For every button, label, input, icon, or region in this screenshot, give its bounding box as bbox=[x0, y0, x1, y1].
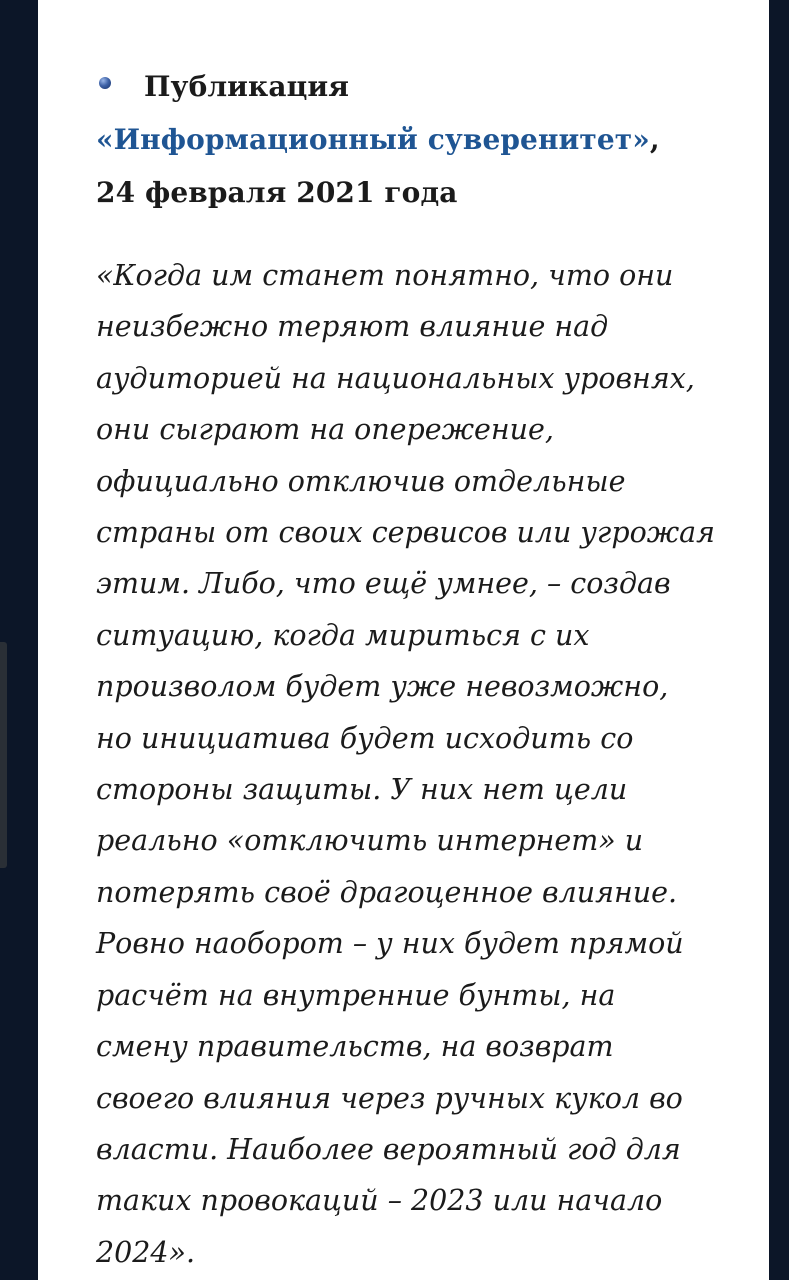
publication-label: Публикация bbox=[144, 70, 350, 103]
quote-line: но инициатива будет исходить со bbox=[96, 721, 634, 755]
quote-line: власти. Наиболее вероятный год для bbox=[96, 1132, 681, 1166]
quote-line: произволом будет уже невозможно, bbox=[96, 670, 669, 704]
scroll-indicator[interactable] bbox=[0, 642, 7, 868]
publication-heading bbox=[96, 60, 736, 219]
quote-line: смену правительств, на возврат bbox=[96, 1030, 614, 1064]
quote-line: таких провокаций – 2023 или начало bbox=[96, 1184, 663, 1218]
quote-line: «Когда им станет понятно, что они bbox=[96, 259, 674, 292]
publication-link-suffix: , bbox=[649, 123, 660, 156]
quote-line: аудиторией на национальных уровнях, bbox=[96, 361, 695, 395]
publication-link[interactable]: «Информационный суверенитет» bbox=[96, 123, 650, 156]
quote-line: потерять своё драгоценное влияние. bbox=[96, 875, 678, 909]
quote-line: Ровно наоборот – у них будет прямой bbox=[96, 927, 684, 961]
quote-line: они сыграют на опережение, bbox=[96, 413, 554, 447]
quote-block bbox=[96, 250, 736, 1278]
quote-line: расчёт на внутренние бунты, на bbox=[96, 978, 616, 1012]
quote-line: официально отключив отдельные bbox=[96, 464, 626, 498]
quote-line: страны от своих сервисов или угрожая bbox=[96, 516, 715, 550]
quote-line: неизбежно теряют влияние над bbox=[96, 310, 609, 344]
quote-line: реально «отключить интернет» и bbox=[96, 824, 644, 858]
publication-date: 24 февраля 2021 года bbox=[96, 176, 458, 209]
quote-line: ситуацию, когда мириться с их bbox=[96, 618, 590, 652]
quote-line: стороны защиты. У них нет цели bbox=[96, 773, 628, 807]
quote-line: этим. Либо, что ещё умнее, – создав bbox=[96, 567, 671, 601]
quote-line: своего влияния через ручных кукол во bbox=[96, 1081, 683, 1115]
quote-line: 2024». bbox=[96, 1235, 196, 1269]
